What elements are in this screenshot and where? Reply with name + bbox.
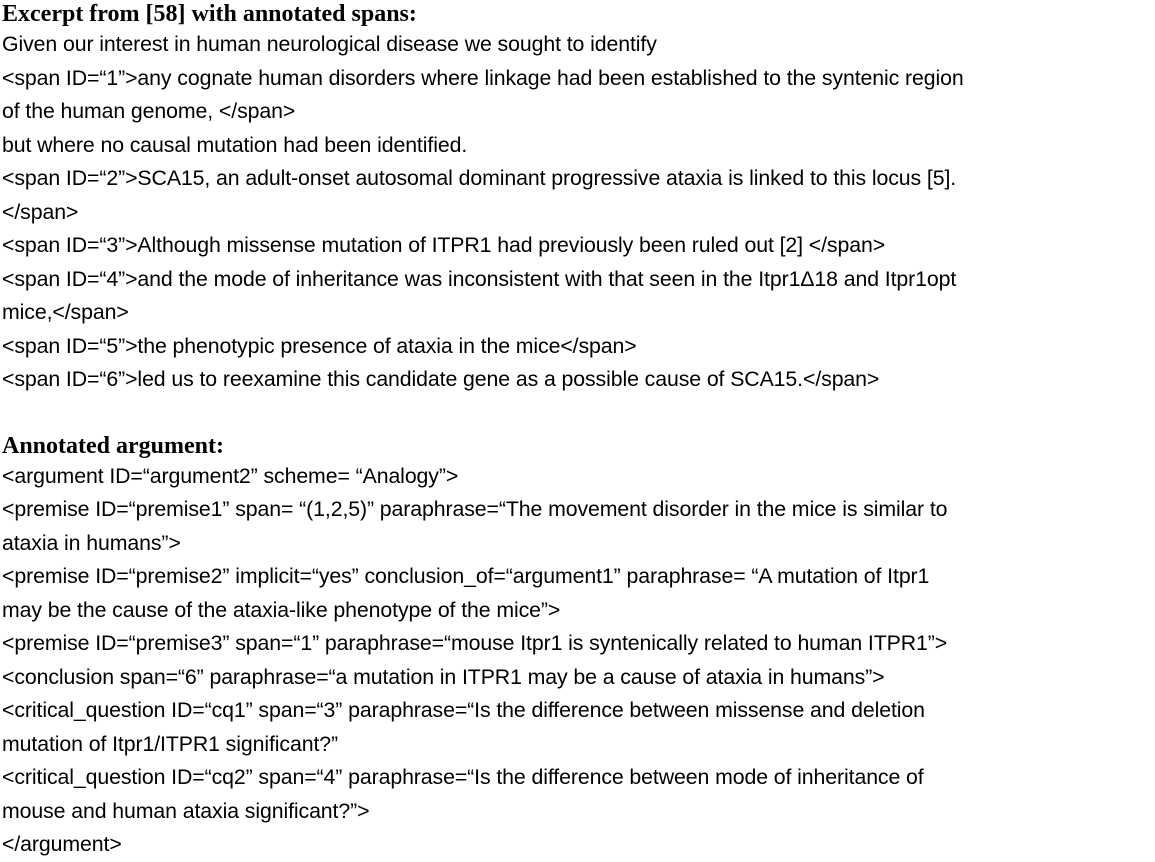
argument-line: <premise ID=“premise3” span=“1” paraphrase=“mouse Itpr1 is syntenically related to human ITPR1”> — [2, 631, 948, 655]
argument-lines — [2, 460, 1155, 862]
excerpt-section — [2, 0, 1155, 397]
argument-line: <conclusion span=“6” paraphrase=“a mutation in ITPR1 may be a cause of ataxia in humans”> — [2, 664, 885, 689]
argument-line: mouse and human ataxia significant?”> — [2, 798, 370, 823]
argument-line: </argument> — [2, 832, 122, 856]
excerpt-line: <span ID=“6”>led us to reexamine this candidate gene as a possible cause of SCA15.</span> — [2, 367, 880, 391]
excerpt-line: <span ID=“4”>and the mode of inheritance was inconsistent with that seen in the Itpr1Δ18 and Itpr1opt — [2, 266, 957, 291]
argument-section — [2, 432, 1155, 862]
argument-line: may be the cause of the ataxia-like phenotype of the mice”> — [2, 597, 561, 622]
excerpt-line: mice,</span> — [2, 300, 129, 324]
excerpt-lines — [2, 28, 1155, 397]
argument-line: mutation of Itpr1/ITPR1 significant?” — [2, 731, 339, 756]
excerpt-heading: Excerpt from [58] with annotated spans: — [2, 1, 417, 27]
argument-heading: Annotated argument: — [2, 432, 224, 459]
excerpt-line: <span ID=“2”>SCA15, an adult-onset autosomal dominant progressive ataxia is linked to this locus [5]. — [2, 166, 957, 190]
argument-line: <premise ID=“premise2” implicit=“yes” conclusion_of=“argument1” paraphrase= “A mutation of Itpr1 — [2, 564, 930, 588]
argument-line: ataxia in humans”> — [2, 530, 181, 555]
argument-line: <critical_question ID=“cq2” span=“4” paraphrase=“Is the difference between mode of inheritance of — [2, 765, 924, 789]
argument-line: <premise ID=“premise1” span= “(1,2,5)” paraphrase=“The movement disorder in the mice is similar to — [2, 497, 948, 521]
excerpt-line: of the human genome, </span> — [2, 99, 296, 123]
excerpt-line: <span ID=“5”>the phenotypic presence of ataxia in the mice</span> — [2, 333, 637, 358]
excerpt-line: </span> — [2, 199, 79, 224]
argument-line: <critical_question ID=“cq1” span=“3” paraphrase=“Is the difference between missense and deletion — [2, 698, 925, 722]
section-spacer — [2, 397, 1155, 432]
argument-line: <argument ID=“argument2” scheme= “Analogy”> — [2, 463, 459, 488]
excerpt-line: <span ID=“3”>Although missense mutation of ITPR1 had previously been ruled out [2] </span> — [2, 233, 886, 257]
excerpt-line: Given our interest in human neurological disease we sought to identify — [2, 32, 657, 56]
excerpt-line: <span ID=“1”>any cognate human disorders where linkage had been established to the syntenic region — [2, 65, 964, 90]
excerpt-line: but where no causal mutation had been identified. — [2, 132, 468, 157]
